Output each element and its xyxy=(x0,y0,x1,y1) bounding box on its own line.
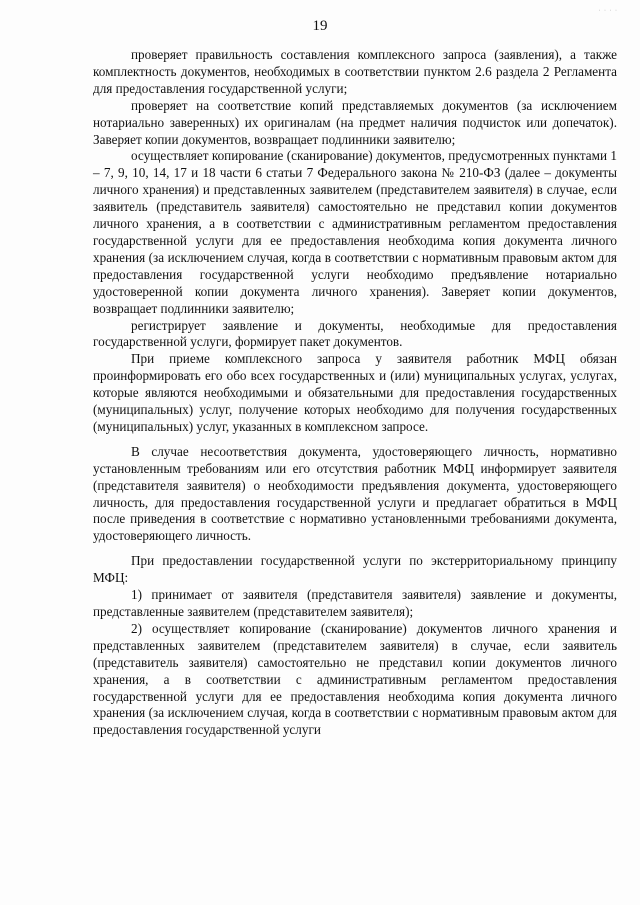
paragraph-register-application: регистрирует заявление и документы, необходимые для предоставления государственной услуги, формирует пакет документов. xyxy=(93,317,617,350)
paragraph-extraterritorial: При предоставлении государственной услуги по экстерриториальному принципу МФЦ: xyxy=(93,553,617,586)
paragraph-complex-request: При приеме комплексного запроса у заявителя работник МФЦ обязан проинформировать его обо всех государственных и (или) муниципальных услугах, услугах, которые являются необходимыми и обязательными для предоставления государственных (муниципальных) услуг, получение которых необходимо для получения государственных (муниципальных) услуг, указанных в комплексном запросе. xyxy=(93,351,617,434)
paragraph-check-request: проверяет правильность составления комплексного запроса (заявления), а также комплектность документов, необходимых в соответствии пунктом 2.6 раздела 2 Регламента для предоставления государственной услуги; xyxy=(93,47,617,96)
corner-mark: · · · · xyxy=(598,8,618,14)
paragraph-copy-documents: осуществляет копирование (сканирование) документов, предусмотренных пунктами 1 – 7, 9, 10, 14, 17 и 18 части 6 статьи 7 Федерального закона № 210-ФЗ (далее – документы личного хранения) и представленных заявителем (представителем заявителя) в случае, если заявитель (представитель заявителя) самостоятельно не представил копии документов личного хранения, а в соответствии с административным регламентом предоставления государственной услуги для ее предоставления необходима копия документа личного хранения (за исключением случая, когда в соответствии с нормативным правовым актом для предоставления государственной услуги необходимо предъявление нотариально удостоверенной копии документа личного хранения). Заверяет копии документов, возвращает подлинники заявителю; xyxy=(93,148,617,316)
paragraph-gap xyxy=(93,545,617,553)
paragraph-check-copies: проверяет на соответствие копий представляемых документов (за исключением нотариально заверенных) их оригиналам (на предмет наличия подчисток или допечаток). Заверяет копии документов, возвращает подлинники заявителю; xyxy=(93,97,617,147)
paragraph-gap xyxy=(93,436,617,444)
paragraph-item-1: 1) принимает от заявителя (представителя заявителя) заявление и документы, представленные заявителем (представителем заявителя); xyxy=(93,587,617,619)
page-number: 19 xyxy=(312,18,328,34)
paragraph-item-2: 2) осуществляет копирование (сканирование) документов личного хранения и представленных заявителем (представителем заявителя) в случае, если заявитель (представитель заявителя) самостоятельно не представил копии документов личного хранения, а в соответствии с административным регламентом предоставления государственной услуги для ее предоставления необходима копия документа личного хранения (за исключением случая, когда в соответствии с нормативным правовым актом для предоставления государственной услуги xyxy=(93,620,617,738)
paragraph-identity-document: В случае несоответствия документа, удостоверяющего личность, нормативно установленным требованиям или его отсутствия работник МФЦ информирует заявителя (представителя заявителя) о необходимости предъявления документа, удостоверяющего личность, для предоставления государственной услуги и предлагает обратиться в МФЦ после приведения в соответствие с нормативно установленными требованиями документа, удостоверяющего личность. xyxy=(93,443,617,544)
document-body xyxy=(93,47,617,739)
